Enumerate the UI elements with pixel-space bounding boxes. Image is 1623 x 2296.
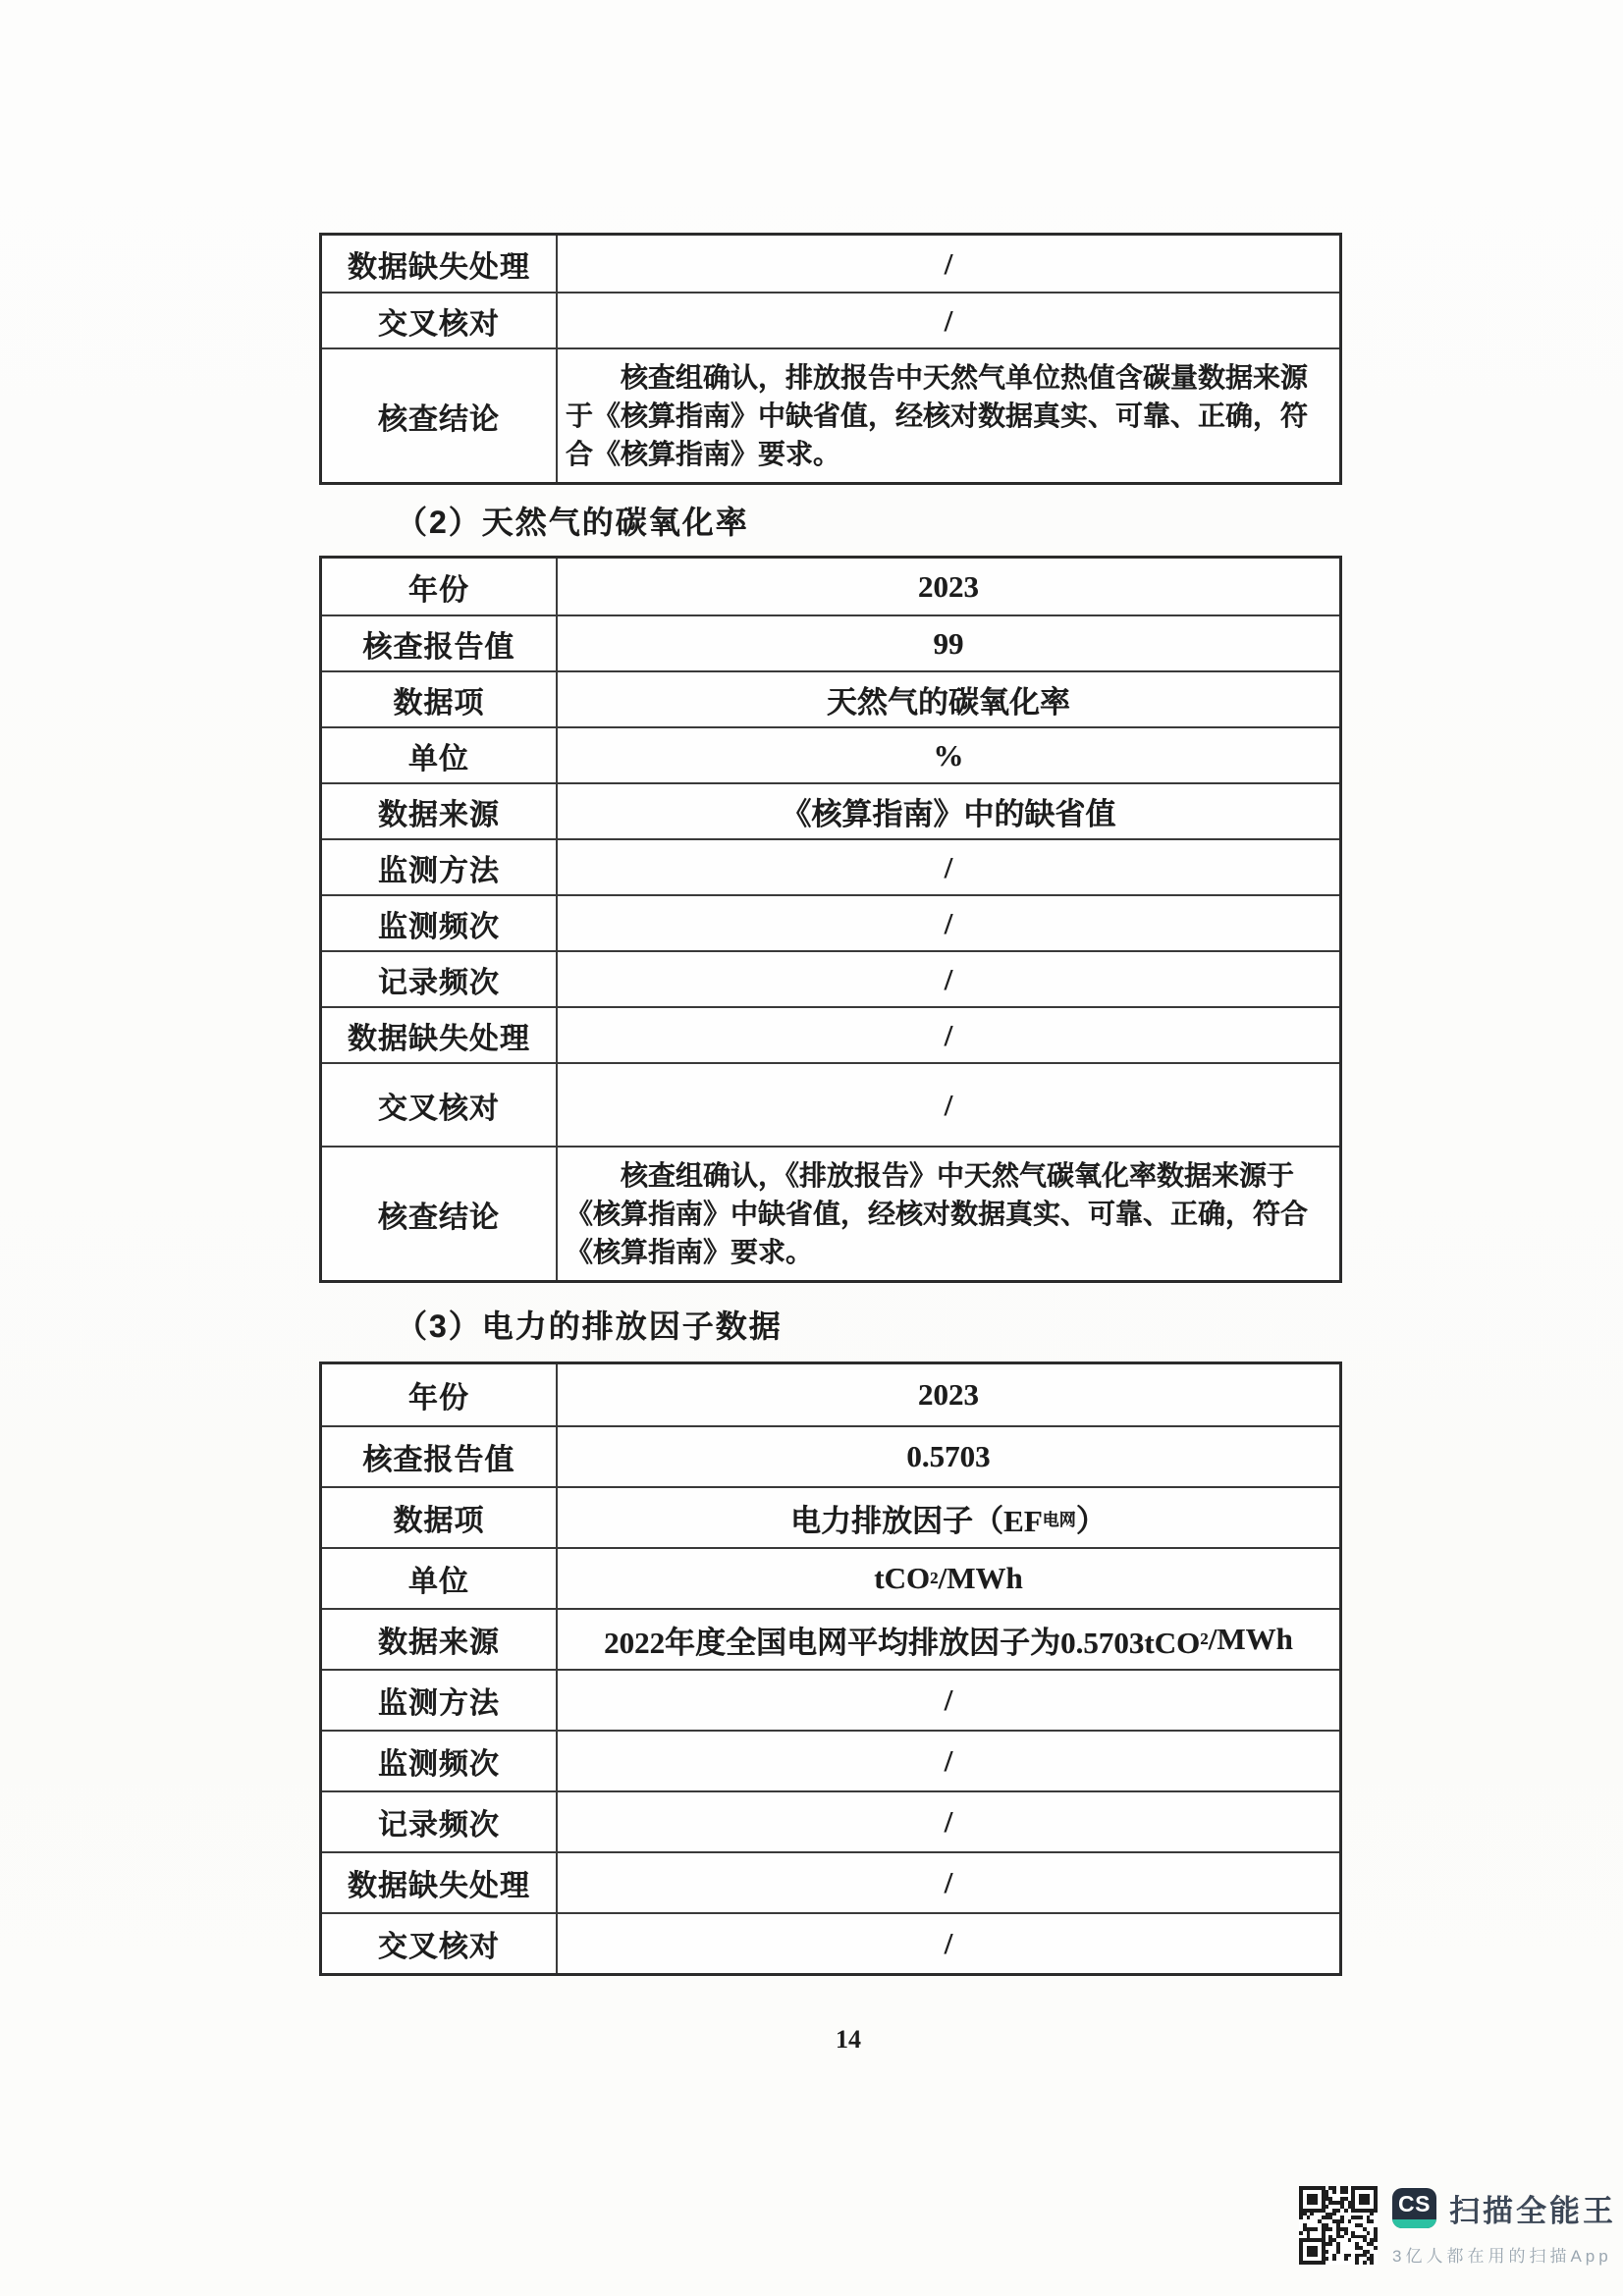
row-value: / [944, 1865, 953, 1899]
qr-code-icon [1299, 2186, 1378, 2265]
camscanner-logo-letters: CS [1398, 2191, 1431, 2216]
table-row [322, 292, 1339, 347]
row-value: 核查组确认，《排放报告》中天然气碳氧化率数据来源于《核算指南》中缺省值，经核对数据真实、可靠、正确，符合《核算指南》要求。 [566, 1160, 1309, 1267]
table-row [322, 726, 1339, 782]
row-value: 核查组确认，排放报告中天然气单位热值含碳量数据来源于《核算指南》中缺省值，经核对数据真实、可靠、正确，符合《核算指南》要求。 [566, 362, 1309, 469]
table-row [322, 1006, 1339, 1062]
table-row [322, 1425, 1339, 1486]
row-label: 数据项 [322, 672, 558, 726]
watermark-text-block [1392, 2186, 1616, 2267]
table-row [322, 1364, 1339, 1425]
table-row [322, 1912, 1339, 1973]
row-label: 记录频次 [322, 1792, 558, 1851]
row-label: 记录频次 [322, 952, 558, 1006]
row-value: / [944, 1087, 953, 1122]
table-row [322, 1547, 1339, 1608]
table-row [322, 782, 1339, 838]
row-value: / [944, 245, 953, 281]
row-value: / [944, 1682, 953, 1717]
table-row [322, 1486, 1339, 1547]
row-value: / [944, 1017, 953, 1052]
table-row [322, 1669, 1339, 1730]
natural-gas-heat-value-table [319, 233, 1342, 485]
electricity-emission-factor-table [319, 1362, 1342, 1976]
table-row [322, 1608, 1339, 1669]
row-value: 电力排放因子（EF 电网 ） [790, 1503, 1107, 1538]
row-value: 2023 [918, 1377, 979, 1412]
row-value: 2023 [918, 568, 979, 604]
table-row [322, 1790, 1339, 1851]
row-label: 监测方法 [322, 1671, 558, 1730]
row-value: / [944, 302, 953, 338]
row-label: 单位 [322, 1549, 558, 1608]
row-value: % [933, 737, 964, 773]
row-value: 2022年度全国电网平均排放因子为0.5703tCO 2 /MWh [604, 1622, 1293, 1660]
table-row [322, 1851, 1339, 1912]
row-label: 交叉核对 [322, 1064, 558, 1146]
table-row [322, 894, 1339, 950]
watermark-tagline: 3亿人都在用的扫描App [1392, 2247, 1612, 2266]
table-row [322, 236, 1339, 292]
page-number: 14 [836, 2025, 861, 2054]
camscanner-logo-strip [1392, 2219, 1436, 2228]
watermark-app-name: 扫描全能王 [1449, 2194, 1616, 2228]
row-value: / [944, 1743, 953, 1778]
row-value: / [944, 849, 953, 884]
row-value: / [944, 1804, 953, 1839]
table-row [322, 614, 1339, 670]
row-label: 核查结论 [322, 1148, 558, 1280]
row-value: 《核算指南》中的缺省值 [781, 797, 1116, 831]
row-value: / [944, 905, 953, 940]
row-label: 交叉核对 [322, 1914, 558, 1973]
row-label: 数据来源 [322, 784, 558, 838]
row-value: tCO 2 /MWh [874, 1561, 1023, 1595]
table-row [322, 950, 1339, 1006]
row-value: 0.5703 [906, 1439, 991, 1473]
row-label: 年份 [322, 559, 558, 614]
row-value: / [944, 1926, 953, 1960]
natural-gas-oxidation-rate-table [319, 556, 1342, 1283]
section-heading-2: （2）天然气的碳氧化率 [396, 505, 749, 540]
table-row [322, 347, 1339, 482]
row-value: 天然气的碳氧化率 [827, 685, 1070, 720]
row-label: 交叉核对 [322, 294, 558, 347]
row-label: 监测方法 [322, 840, 558, 894]
row-label: 数据缺失处理 [322, 1008, 558, 1062]
section-heading-3: （3）电力的排放因子数据 [396, 1308, 783, 1344]
row-label: 核查报告值 [322, 616, 558, 670]
table-row [322, 838, 1339, 894]
row-label: 监测频次 [322, 1732, 558, 1790]
row-value: / [944, 961, 953, 996]
row-label: 单位 [322, 728, 558, 782]
row-label: 核查报告值 [322, 1427, 558, 1486]
row-label: 数据缺失处理 [322, 1853, 558, 1912]
row-label: 年份 [322, 1364, 558, 1425]
row-label: 数据项 [322, 1488, 558, 1547]
row-value: 99 [933, 625, 964, 661]
table-row [322, 559, 1339, 614]
row-label: 核查结论 [322, 349, 558, 482]
page-content [319, 233, 1342, 2055]
scanner-watermark [1299, 2186, 1616, 2267]
table-row [322, 1146, 1339, 1280]
row-label: 数据缺失处理 [322, 236, 558, 292]
table-row [322, 1062, 1339, 1146]
table-row [322, 670, 1339, 726]
row-label: 监测频次 [322, 896, 558, 950]
row-label: 数据来源 [322, 1610, 558, 1669]
table-row [322, 1730, 1339, 1790]
camscanner-logo-icon [1392, 2188, 1436, 2228]
